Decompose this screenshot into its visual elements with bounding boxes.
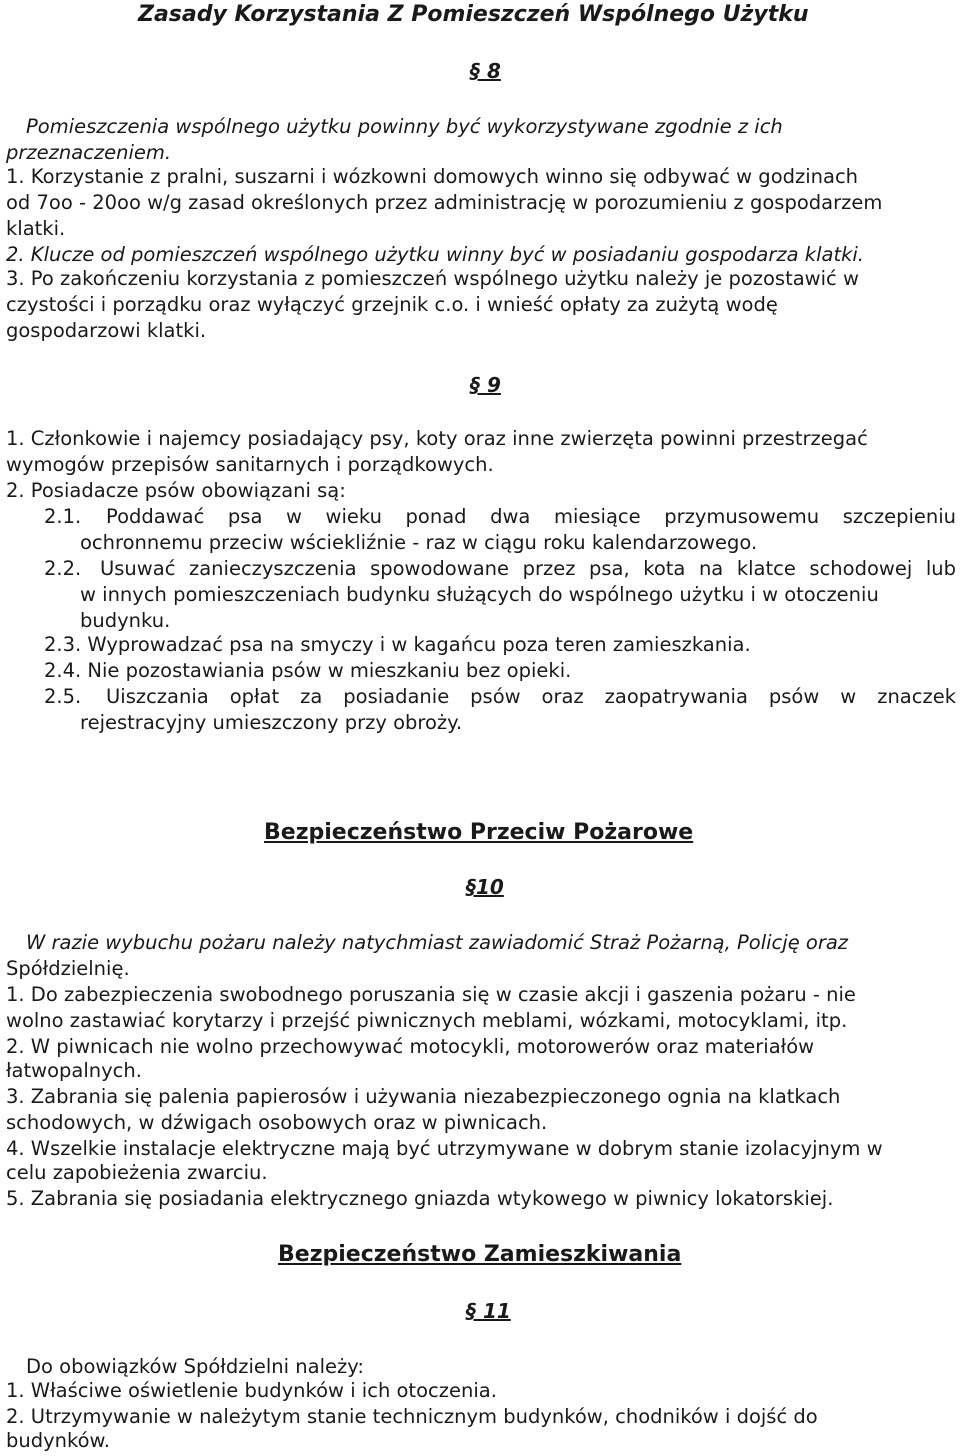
sec8-item3-line1: 3. Po zakończeniu korzystania z pomieszczeń wspólnego użytku należy je pozostawić w xyxy=(6,267,859,290)
sec9-item1-line2: wymogów przepisów sanitarnych i porządkowych. xyxy=(6,453,494,476)
fire-item4-line1: 4. Wszelkie instalacje elektryczne mają być utrzymywane w dobrym stanie izolacyjnym w xyxy=(6,1137,883,1160)
fire-safety-heading: Bezpieczeństwo Przeciw Pożarowe xyxy=(264,820,694,845)
sec9-sub22-line3: budynku. xyxy=(80,609,171,632)
fire-intro-line1: W razie wybuchu pożaru należy natychmiast zawiadomić Straż Pożarną, Policję oraz xyxy=(26,931,849,954)
sec9-sub22-line2: w innych pomieszczeniach budynku służących do wspólnego użytku i w otoczeniu xyxy=(80,583,879,606)
fire-item2-line1: 2. W piwnicach nie wolno przechowywać motocykli, motorowerów oraz materiałów xyxy=(6,1035,815,1058)
sec9-item1-line1: 1. Członkowie i najemcy posiadający psy, koty oraz inne zwierzęta powinni przestrzegać xyxy=(6,427,868,450)
paragraph-mark-10: §10 xyxy=(466,875,504,899)
paragraph-mark-8: § 8 xyxy=(470,59,501,83)
page-title: Zasady Korzystania Z Pomieszczeń Wspólnego Użytku xyxy=(138,2,809,27)
fire-item5: 5. Zabrania się posiadania elektrycznego gniazda wtykowego w piwnicy lokatorskiej. xyxy=(6,1187,834,1210)
fire-item1-line2: wolno zastawiać korytarzy i przejść piwnicznych meblami, wózkami, motocyklami, itp. xyxy=(6,1009,848,1032)
paragraph-mark-11: § 11 xyxy=(466,1299,511,1323)
sec9-sub23: 2.3. Wyprowadzać psa na smyczy i w kagańcu poza teren zamieszkania. xyxy=(44,633,751,656)
sec9-sub25-line1: Uiszczania opłat za posiadanie psów oraz zaopatrywania psów w znaczek xyxy=(106,685,956,708)
sec8-intro-line1: Pomieszczenia wspólnego użytku powinny być wykorzystywane zgodnie z ich xyxy=(26,115,783,138)
sec9-sub22-line1: Usuwać zanieczyszczenia spowodowane przez psa, kota na klatce schodowej lub xyxy=(100,557,956,580)
sec8-item1-line3: klatki. xyxy=(6,217,66,240)
sec8-item3-line2: czystości i porządku oraz wyłączyć grzejnik c.o. i wnieść opłaty za zużytą wodę xyxy=(6,293,778,316)
fire-intro-line2: Spółdzielnię. xyxy=(6,957,130,980)
fire-item1-line1: 1. Do zabezpieczenia swobodnego poruszania się w czasie akcji i gaszenia pożaru - nie xyxy=(6,983,856,1006)
sec8-intro-line2: przeznaczeniem. xyxy=(6,141,172,164)
sec8-item1-line1: 1. Korzystanie z pralni, suszarni i wózkowni domowych winno się odbywać w godzinach xyxy=(6,165,859,188)
fire-item3-line1: 3. Zabrania się palenia papierosów i używania niezabezpieczonego ognia na klatkach xyxy=(6,1085,841,1108)
sec9-sub21-number: 2.1. xyxy=(44,505,82,528)
sec9-sub21-line2: ochronnemu przeciw wściekliźnie - raz w ciągu roku kalendarzowego. xyxy=(80,531,758,554)
fire-item4-line2: celu zapobieżenia zwarciu. xyxy=(6,1161,268,1184)
sec8-item2: 2. Klucze od pomieszczeń wspólnego użytku winny być w posiadaniu gospodarza klatki. xyxy=(6,243,864,266)
fire-item3-line2: schodowych, w dźwigach osobowych oraz w piwnicach. xyxy=(6,1111,548,1134)
sec8-item1-line2: od 7oo - 20oo w/g zasad określonych przez administrację w porozumieniu z gospodarzem xyxy=(6,191,883,214)
fire-item2-line2: łatwopalnych. xyxy=(6,1059,142,1082)
sec8-item3-line3: gospodarzowi klatki. xyxy=(6,319,207,342)
living-item2-line2: budynków. xyxy=(6,1429,110,1452)
sec9-sub21-line1: Poddawać psa w wieku ponad dwa miesiące przymusowemu szczepieniu xyxy=(106,505,956,528)
sec9-sub22-number: 2.2. xyxy=(44,557,82,580)
sec9-item2: 2. Posiadacze psów obowiązani są: xyxy=(6,479,346,502)
sec9-sub24: 2.4. Nie pozostawiania psów w mieszkaniu bez opieki. xyxy=(44,659,572,682)
living-item2-line1: 2. Utrzymywanie w należytym stanie technicznym budynków, chodników i dojść do xyxy=(6,1405,818,1428)
sec9-sub25-line2: rejestracyjny umieszczony przy obroży. xyxy=(80,711,463,734)
sec9-sub25-number: 2.5. xyxy=(44,685,82,708)
paragraph-mark-9: § 9 xyxy=(470,373,501,397)
living-intro: Do obowiązków Spółdzielni należy: xyxy=(26,1355,364,1378)
living-item1: 1. Właściwe oświetlenie budynków i ich otoczenia. xyxy=(6,1379,497,1402)
living-safety-heading: Bezpieczeństwo Zamieszkiwania xyxy=(278,1242,682,1267)
